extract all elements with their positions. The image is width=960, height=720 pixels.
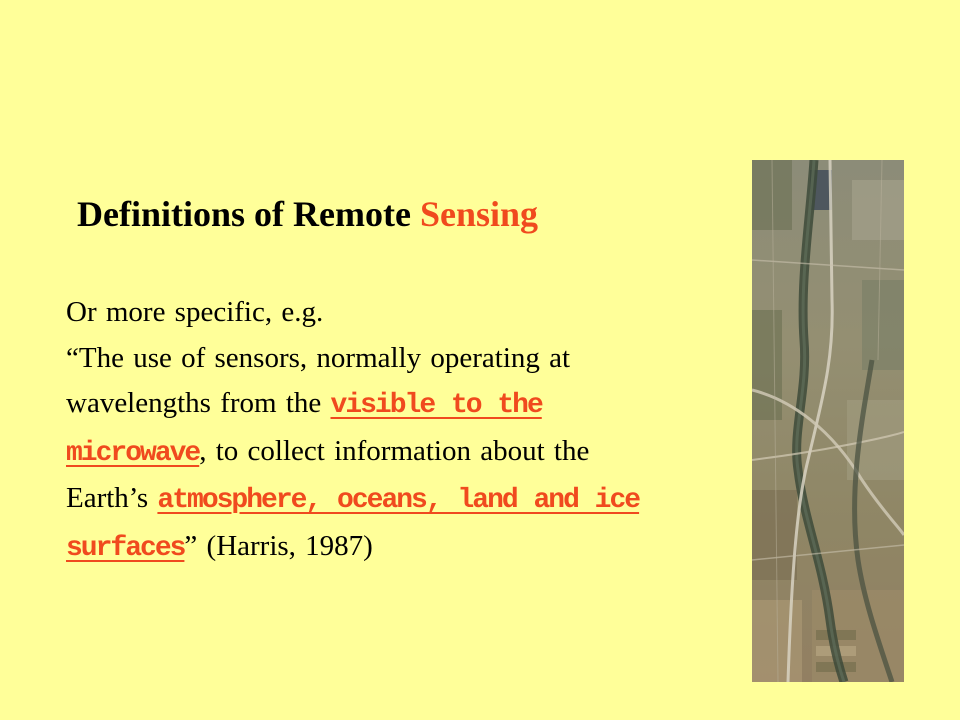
highlight-text: atmosphere, oceans, land and ice	[157, 485, 640, 516]
body-line-5	[66, 476, 746, 524]
body-line-6	[66, 524, 746, 572]
quote-text: , to collect information about the	[199, 434, 590, 467]
title-accent-word: Sensing	[419, 194, 538, 234]
intro-text: Or more specific, e.g.	[66, 296, 324, 328]
quote-text: Earth’s	[66, 482, 158, 514]
highlight-text: surfaces	[66, 532, 185, 564]
body-line-3	[66, 381, 746, 429]
citation-text: ” (Harris, 1987)	[184, 529, 373, 562]
definition-text	[66, 290, 746, 571]
body-line-2	[66, 336, 746, 382]
quote-text: “The use of sensors, normally operating at	[66, 341, 571, 374]
title-text: Definitions of Remote	[77, 194, 420, 234]
body-line-1	[66, 290, 746, 336]
aerial-satellite-photo-icon	[752, 160, 904, 682]
slide-title	[77, 192, 538, 236]
highlight-text: visible to the	[330, 390, 542, 421]
highlight-text: microwave	[66, 437, 200, 469]
body-line-4	[66, 429, 746, 477]
quote-text: wavelengths from the	[66, 387, 331, 419]
